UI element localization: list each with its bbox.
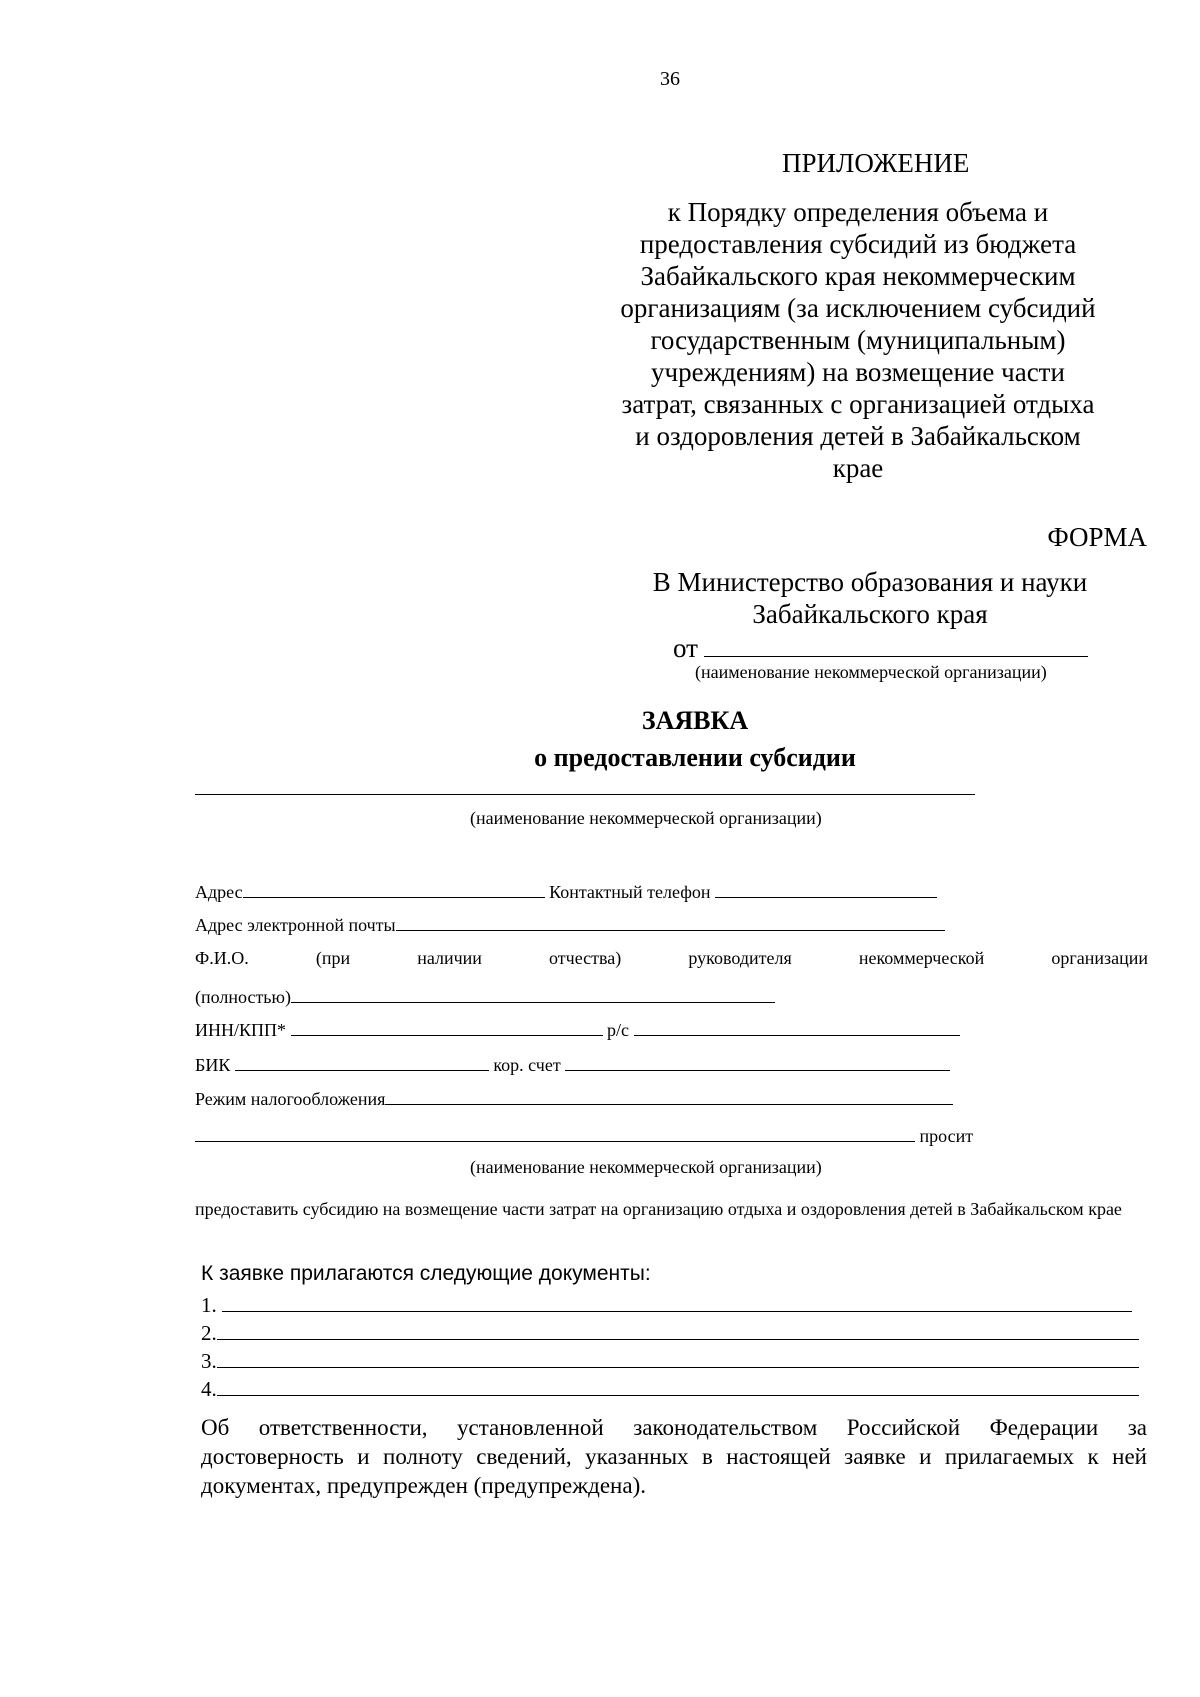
- organization-name-caption: (наименование некоммерческой организации): [470, 808, 822, 828]
- bik-row: [195, 1052, 950, 1076]
- from-organization-field[interactable]: [704, 630, 1088, 657]
- document-number: 3.: [201, 1349, 217, 1373]
- corr-account-field[interactable]: [565, 1052, 950, 1071]
- tax-field[interactable]: [385, 1086, 953, 1105]
- account-field[interactable]: [634, 1017, 960, 1036]
- from-label: от: [673, 633, 698, 663]
- fio-field[interactable]: [291, 984, 775, 1003]
- from-caption: (наименование некоммерческой организации): [695, 662, 1047, 682]
- document-item: [201, 1293, 1132, 1318]
- document-item: [201, 1321, 1139, 1346]
- address-label: Адрес: [195, 882, 243, 902]
- form-label: ФОРМА: [1047, 522, 1147, 552]
- inn-field[interactable]: [291, 1017, 603, 1036]
- phone-label: Контактный телефон: [549, 882, 711, 902]
- document-item: [201, 1377, 1139, 1402]
- document-field[interactable]: [217, 1377, 1139, 1396]
- email-label: Адрес электронной почты: [195, 915, 396, 935]
- addressee-block: [630, 566, 1110, 630]
- document-field[interactable]: [217, 1321, 1139, 1340]
- tax-row: [195, 1086, 953, 1110]
- tax-label: Режим налогообложения: [195, 1089, 386, 1109]
- fio-full-label: (полностью): [195, 987, 291, 1007]
- responsibility-statement: Об ответственности, установленной законодательством Российской Федерации за достоверность и полноту сведений, указанных в настоящей заявке и прилагаемых к ней документах, предупрежден (предупреждена).: [201, 1415, 1147, 1498]
- page-number: 36: [660, 68, 680, 90]
- asks-row: [195, 1123, 973, 1147]
- document-number: 2.: [201, 1321, 217, 1345]
- fio-word: некоммерческой: [858, 948, 985, 968]
- phone-field[interactable]: [715, 879, 937, 898]
- fio-row: [195, 948, 1148, 969]
- email-field[interactable]: [396, 912, 945, 931]
- documents-heading: К заявке прилагаются следующие документы:: [201, 1262, 651, 1285]
- fio-word: (при: [315, 948, 351, 968]
- document-subtitle: о предоставлении субсидии: [534, 743, 856, 772]
- appendix-text: к Порядку определения объема и предоставления субсидий из бюджета Забайкальского края некоммерческим организациям (за исключением субсидий государственным (муниципальным) учреждениям) на возмещение части затрат, связанных с организацией отдыха и оздоровления детей в Забайкальском крае: [620, 197, 1096, 483]
- document-item: [201, 1349, 1139, 1374]
- document-number: 1.: [201, 1293, 217, 1317]
- document-title: ЗАЯВКА: [641, 706, 749, 735]
- bik-field[interactable]: [235, 1052, 489, 1071]
- organization-name-field-2[interactable]: [195, 1123, 915, 1142]
- address-field[interactable]: [243, 879, 545, 898]
- fio-word: Ф.И.О.: [195, 948, 249, 968]
- fio-word: отчества): [549, 948, 622, 968]
- document-field[interactable]: [222, 1293, 1132, 1312]
- bik-label: БИК: [195, 1055, 231, 1075]
- fio-word: организации: [1051, 948, 1148, 968]
- account-label: р/с: [607, 1020, 630, 1040]
- document-number: 4.: [201, 1377, 217, 1401]
- organization-name-caption-2: (наименование некоммерческой организации): [470, 1157, 822, 1177]
- document-field[interactable]: [217, 1349, 1139, 1368]
- from-row: [673, 630, 1088, 664]
- email-row: [195, 912, 945, 936]
- fio-word: руководителя: [688, 948, 792, 968]
- fio-word: наличии: [417, 948, 482, 968]
- appendix-title: ПРИЛОЖЕНИЕ: [782, 148, 970, 178]
- organization-name-field[interactable]: [195, 794, 975, 795]
- asks-label: просит: [919, 1126, 974, 1146]
- corr-account-label: кор. счет: [493, 1055, 561, 1075]
- inn-label: ИНН/КПП*: [195, 1020, 287, 1040]
- addressee-line1: В Министерство образования и науки: [652, 567, 1088, 597]
- address-row: [195, 879, 937, 903]
- fio-row-2: [195, 984, 775, 1008]
- inn-row: [195, 1017, 960, 1041]
- request-text: предоставить субсидию на возмещение части затрат на организацию отдыха и оздоровления детей в Забайкальском крае: [195, 1199, 1122, 1219]
- addressee-line2: Забайкальского края: [752, 599, 988, 629]
